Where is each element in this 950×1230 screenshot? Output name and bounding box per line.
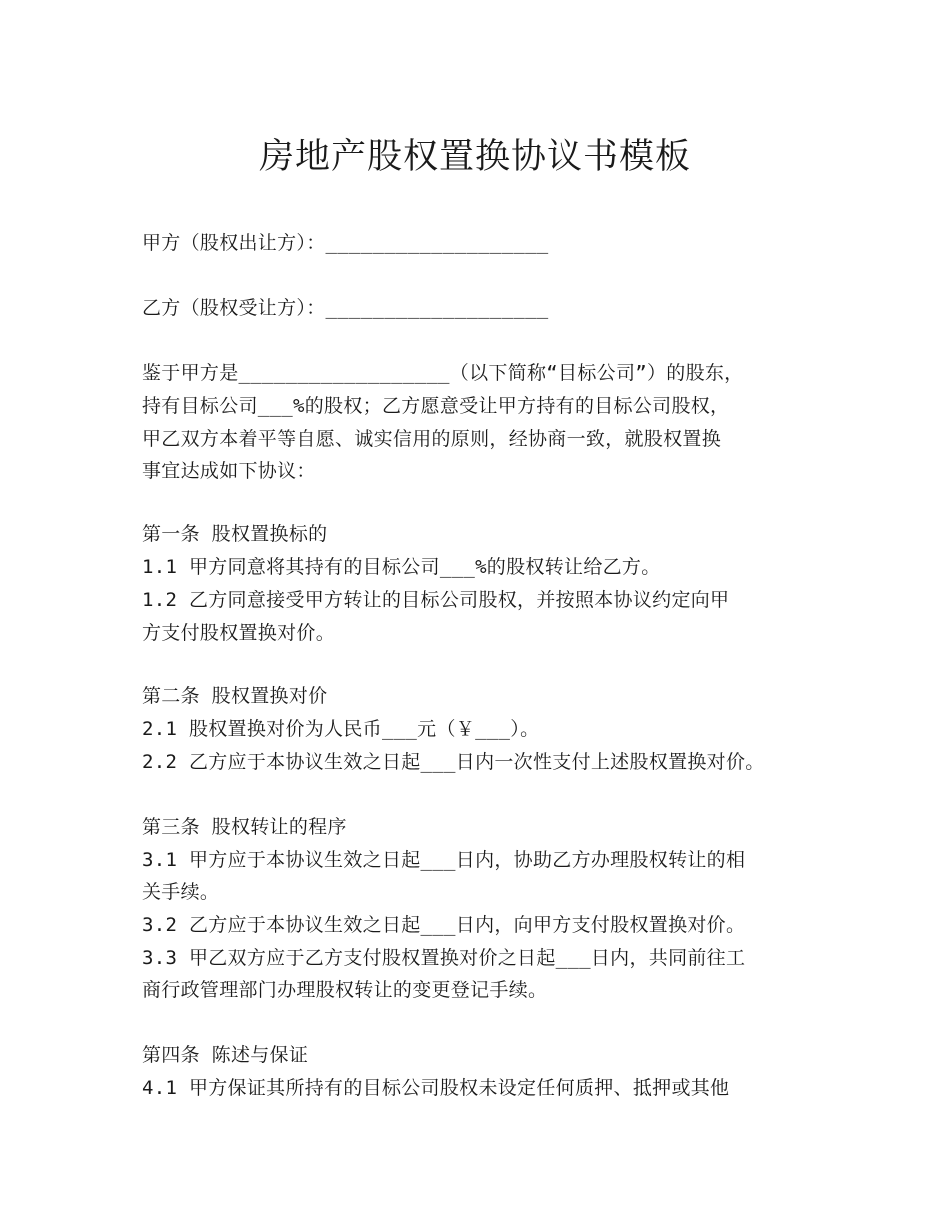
article-4-heading: 第四条 陈述与保证 bbox=[142, 1044, 309, 1066]
article-1-heading: 第一条 股权置换标的 bbox=[142, 523, 328, 545]
preamble-line-4: 事宜达成如下协议： bbox=[142, 460, 316, 482]
article-3-line-3: 3.2 乙方应于本协议生效之日起___日内，向甲方支付股权置换对价。 bbox=[142, 914, 746, 936]
document-title: 房地产股权置换协议书模板 bbox=[258, 137, 691, 177]
article-1-line-3: 方支付股权置换对价。 bbox=[142, 622, 336, 644]
article-3-heading: 第三条 股权转让的程序 bbox=[142, 816, 347, 838]
article-1-line-2: 1.2 乙方同意接受甲方转让的目标公司股权，并按照本协议约定向甲 bbox=[142, 589, 730, 611]
article-2-heading: 第二条 股权置换对价 bbox=[142, 685, 328, 707]
article-3-line-4: 3.3 甲乙双方应于乙方支付股权置换对价之日起___日内，共同前往工 bbox=[142, 947, 746, 969]
article-1-line-1: 1.1 甲方同意将其持有的目标公司___%的股权转让给乙方。 bbox=[142, 556, 661, 578]
article-2-line-2: 2.2 乙方应于本协议生效之日起___日内一次性支付上述股权置换对价。 bbox=[142, 751, 765, 773]
article-4-line-1: 4.1 甲方保证其所持有的目标公司股权未设定任何质押、抵押或其他 bbox=[142, 1077, 730, 1099]
preamble-line-1: 鉴于甲方是__________________（以下简称“目标公司”）的股东， bbox=[142, 362, 744, 384]
preamble-line-3: 甲乙双方本着平等自愿、诚实信用的原则，经协商一致，就股权置换 bbox=[142, 428, 722, 450]
party-b-line: 乙方（股权受让方）：___________________ bbox=[142, 297, 549, 319]
article-2-line-1: 2.1 股权置换对价为人民币___元（￥___）。 bbox=[142, 718, 540, 740]
article-3-line-5: 商行政管理部门办理股权转让的变更登记手续。 bbox=[142, 979, 548, 1001]
article-3-line-2: 关手续。 bbox=[142, 881, 220, 903]
article-3-line-1: 3.1 甲方应于本协议生效之日起___日内，协助乙方办理股权转让的相 bbox=[142, 849, 746, 871]
party-a-line: 甲方（股权出让方）：___________________ bbox=[142, 232, 549, 254]
preamble-line-2: 持有目标公司___%的股权；乙方愿意受让甲方持有的目标公司股权， bbox=[142, 395, 730, 417]
